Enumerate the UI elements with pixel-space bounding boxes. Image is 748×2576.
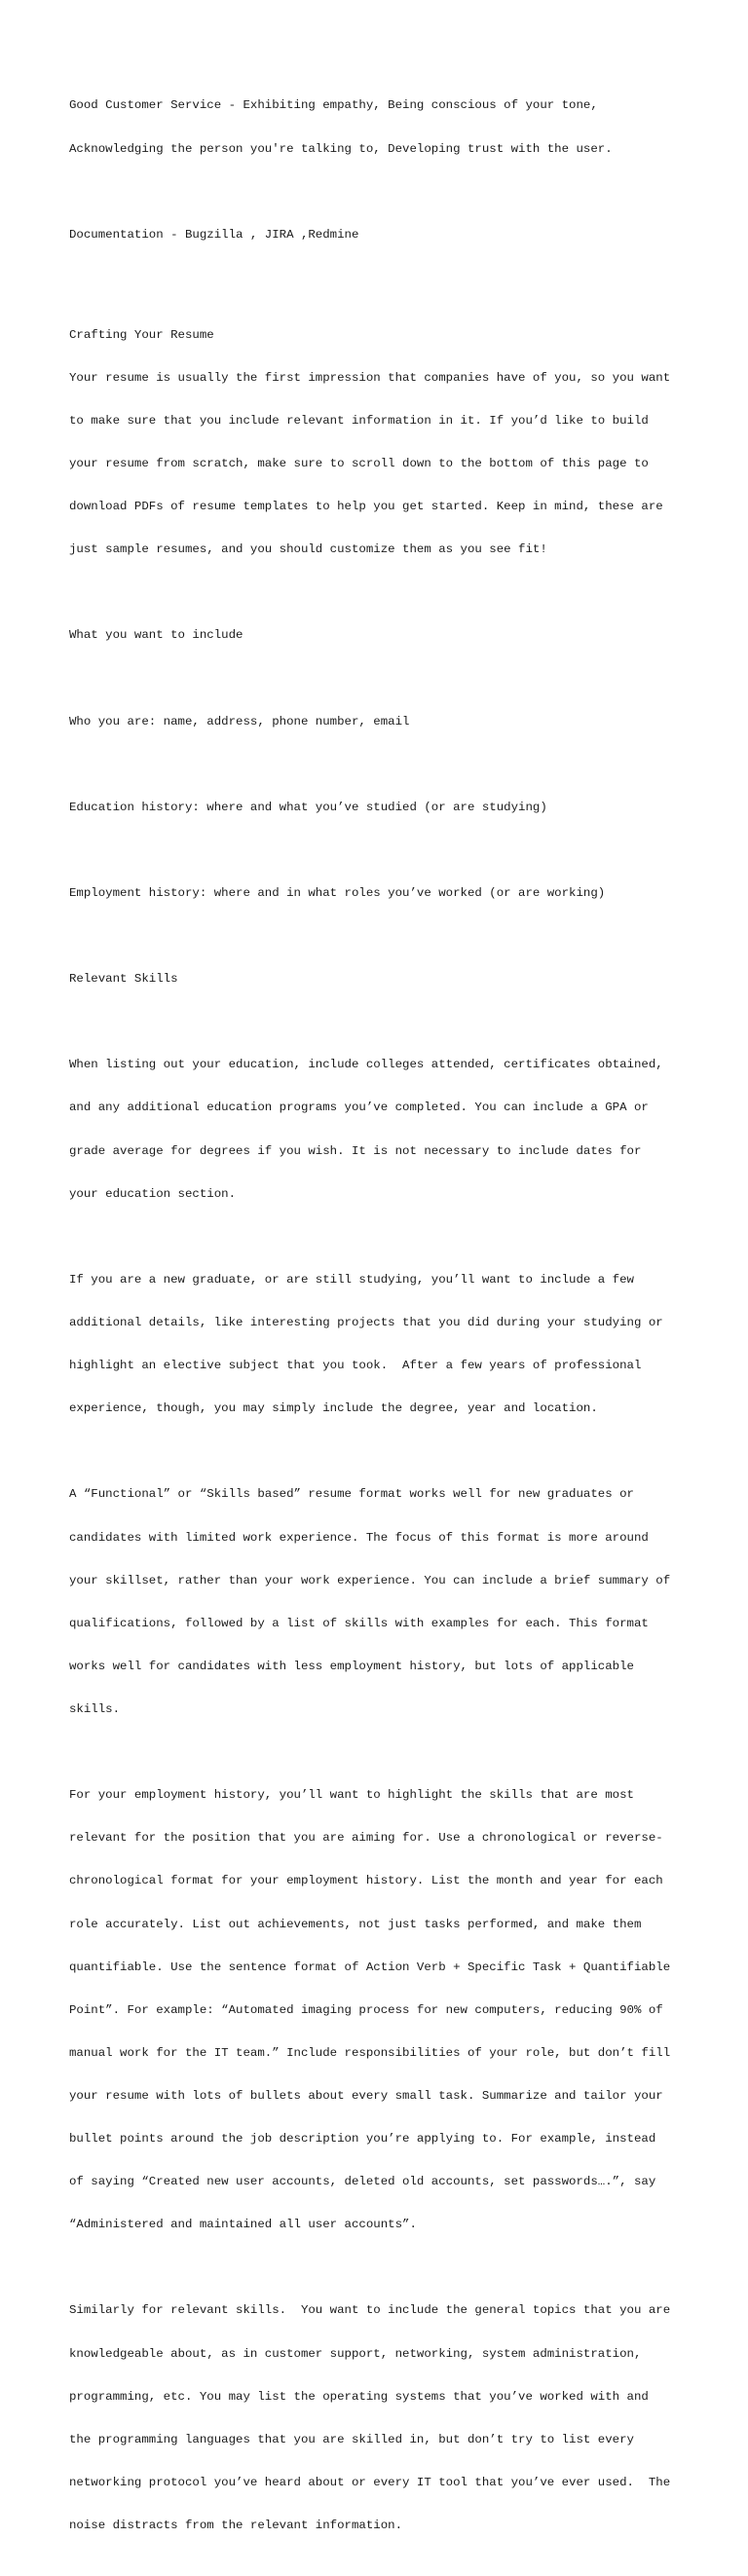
text-line: Point”. For example: “Automated imaging process for new computers, reducing 90% of [69, 2002, 663, 2017]
text-line: of saying “Created new user accounts, deleted old accounts, set passwords….”, say [69, 2175, 656, 2189]
text-line: experience, though, you may simply include the degree, year and location. [69, 1401, 598, 1416]
text-line: your education section. [69, 1186, 237, 1201]
paragraph-who-you-are [69, 686, 702, 758]
text-line: relevant for the position that you are aiming for. Use a chronological or reverse- [69, 1831, 663, 1846]
text-line: and any additional education programs you’ve completed. You can include a GPA or [69, 1101, 649, 1115]
text-line: the programming languages that you are skilled in, but don’t try to list every [69, 2432, 634, 2446]
document-page [69, 70, 702, 2576]
paragraph-education-history [69, 771, 702, 843]
text-line: networking protocol you’ve heard about or every IT tool that you’ve ever used. The [69, 2475, 671, 2489]
text-line: your skillset, rather than your work experience. You can include a brief summary of [69, 1573, 671, 1587]
paragraph-employment-history [69, 858, 702, 930]
text-line: Employment history: where and in what roles you’ve worked (or are working) [69, 885, 606, 900]
text-line: works well for candidates with less employment history, but lots of applicable [69, 1659, 634, 1673]
paragraph-crafting-resume [69, 299, 702, 585]
text-line: “Administered and maintained all user accounts”. [69, 2218, 417, 2232]
text-line: your resume from scratch, make sure to scroll down to the bottom of this page to [69, 456, 649, 470]
text-line: additional details, like interesting projects that you did during your studying or [69, 1316, 663, 1330]
text-line: Relevant Skills [69, 972, 178, 987]
paragraph-relevant-skills [69, 944, 702, 1016]
text-line: candidates with limited work experience. The focus of this format is more around [69, 1530, 649, 1545]
text-line: noise distracts from the relevant information. [69, 2519, 403, 2533]
text-line: bullet points around the job description you’re applying to. For example, instead [69, 2132, 656, 2147]
section-heading: Crafting Your Resume [69, 327, 214, 342]
spacer [69, 285, 702, 300]
text-line: download PDFs of resume templates to help you get started. Keep in mind, these are [69, 500, 663, 514]
text-line: programming, etc. You may list the operating systems that you’ve worked with and [69, 2389, 649, 2404]
paragraph-listing-education [69, 1029, 702, 1230]
text-line: Similarly for relevant skills. You want to include the general topics that you are [69, 2303, 671, 2318]
text-line: quantifiable. Use the sentence format of Action Verb + Specific Task + Quantifiable [69, 1960, 671, 1974]
text-line: skills. [69, 1701, 121, 1716]
text-line: just sample resumes, and you should customize them as you see fit! [69, 542, 547, 557]
text-line: Documentation - Bugzilla , JIRA ,Redmine [69, 227, 359, 242]
text-line: For your employment history, you’ll want to highlight the skills that are most [69, 1788, 634, 1803]
text-line: manual work for the IT team.” Include responsibilities of your role, but don’t fill [69, 2045, 671, 2060]
paragraph-customer-service [69, 70, 702, 185]
text-line: chronological format for your employment history. List the month and year for each [69, 1874, 663, 1888]
paragraph-what-to-include [69, 600, 702, 672]
text-line: to make sure that you include relevant information in it. If you’d like to build [69, 413, 649, 428]
text-line: Education history: where and what you’ve studied (or are studying) [69, 800, 547, 814]
text-line: Good Customer Service - Exhibiting empathy, Being conscious of your tone, [69, 98, 598, 113]
paragraph-new-graduate [69, 1245, 702, 1445]
text-line: your resume with lots of bullets about every small task. Summarize and tailor your [69, 2088, 663, 2103]
text-line: role accurately. List out achievements, not just tasks performed, and make them [69, 1917, 642, 1931]
text-line: When listing out your education, include colleges attended, certificates obtained, [69, 1058, 663, 1072]
paragraph-documentation [69, 199, 702, 271]
text-line: Your resume is usually the first impression that companies have of you, so you want [69, 370, 671, 385]
text-line: Acknowledging the person you're talking to, Developing trust with the user. [69, 141, 613, 156]
paragraph-relevant-skills-detail [69, 2275, 702, 2561]
text-line: highlight an elective subject that you took. After a few years of professional [69, 1359, 642, 1373]
text-line: If you are a new graduate, or are still studying, you’ll want to include a few [69, 1272, 634, 1287]
text-line: grade average for degrees if you wish. It is not necessary to include dates for [69, 1143, 642, 1158]
paragraph-functional-resume [69, 1459, 702, 1745]
text-line: What you want to include [69, 628, 243, 643]
text-line: A “Functional” or “Skills based” resume format works well for new graduates or [69, 1487, 634, 1502]
text-line: knowledgeable about, as in customer support, networking, system administration, [69, 2346, 642, 2361]
paragraph-employment-skills [69, 1760, 702, 2261]
text-line: qualifications, followed by a list of skills with examples for each. This format [69, 1616, 649, 1630]
text-line: Who you are: name, address, phone number, email [69, 714, 410, 728]
